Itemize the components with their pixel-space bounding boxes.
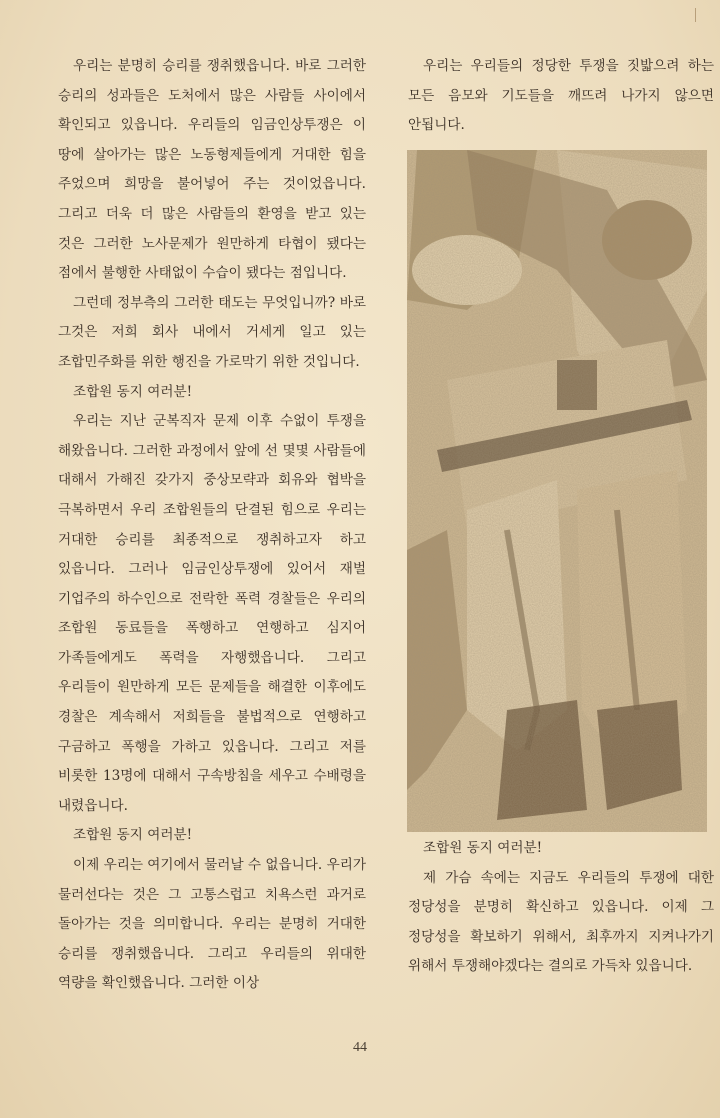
right-text-column-top — [408, 52, 714, 141]
salutation: 조합원 동지 여러분! — [422, 840, 543, 856]
page-number: 44 — [353, 1040, 367, 1055]
right-text-column-bottom — [408, 834, 714, 982]
left-text-column — [58, 52, 366, 999]
photo-image — [407, 150, 707, 832]
protest-photograph — [407, 150, 707, 832]
salutation: 조합원 동지 여러분! — [72, 827, 193, 844]
page-edge-mark — [695, 8, 696, 22]
paragraph: 우리는 우리들의 정당한 투쟁을 짓밟으려 하는 모든 음모와 기도들을 깨뜨려 나가지 않으면 안됩니다. — [408, 58, 714, 134]
paragraph: 우리는 지난 군복직자 문제 이후 수없이 투쟁을 해왔읍니다. 그러한 과정에서 앞에 선 몇몇 사람들에 대해서 가해진 갖가지 중상모략과 회유와 협박을 극복하면서 우리 조합원들의 단결된 힘으로 우리는 거대한 승리를 최종적으로 쟁취하고자 하고 있읍니다. 그러나 임금인상투쟁에 있어서 재벌 기업주의 하수인으로 전락한 폭력 경찰들은 우리의 조합원 동료들을 폭행하고 연행하고 심지어 가족들에게도 폭력을 자행했읍니다. 그리고 우리들이 원만하게 모든 문제들을 해결한 이후에도 경찰은 계속해서 저희들을 불법적으로 연행하고 구금하고 폭행을 가하고 있읍니다. 그리고 저를 비롯한 13명에 대해서 구속방침을 세우고 수배령을 내렸읍니다. — [58, 413, 366, 814]
paragraph: 그런데 정부측의 그러한 태도는 무엇입니까? 바로 그것은 저희 회사 내에서 거세게 일고 있는 조합민주화를 위한 행진을 가로막기 위한 것입니다. — [58, 294, 366, 370]
paragraph: 우리는 분명히 승리를 쟁취했읍니다. 바로 그러한 승리의 성과들은 도처에서 많은 사람들 사이에서 확인되고 있읍니다. 우리들의 임금인상투쟁은 이 땅에 살아가는 많은 노동형제들에게 거대한 힘을 주었으며 희망을 불어넣어 주는 것이었읍니다. 그리고 더욱 더 많은 사람들의 환영을 받고 있는 것은 그러한 노사문제가 원만하게 타협이 됐다는 점에서 불행한 사태없이 수습이 됐다는 점입니다. — [58, 58, 366, 282]
paragraph: 이제 우리는 여기에서 물러날 수 없읍니다. 우리가 물러선다는 것은 그 고통스럽고 치욕스런 과거로 돌아가는 것을 의미합니다. 우리는 분명히 거대한 승리를 쟁취했읍니다. 그리고 우리들의 위대한 역량을 확인했읍니다. 그러한 이상 — [58, 857, 366, 992]
paragraph: 제 가슴 속에는 지금도 우리들의 투쟁에 대한 정당성을 분명히 확신하고 있읍니다. 이제 그 정당성을 확보하기 위해서, 최후까지 지켜나가기 위해서 투쟁해야겠다는 결의로 가득차 있읍니다. — [408, 869, 714, 975]
salutation: 조합원 동지 여러분! — [72, 383, 193, 400]
